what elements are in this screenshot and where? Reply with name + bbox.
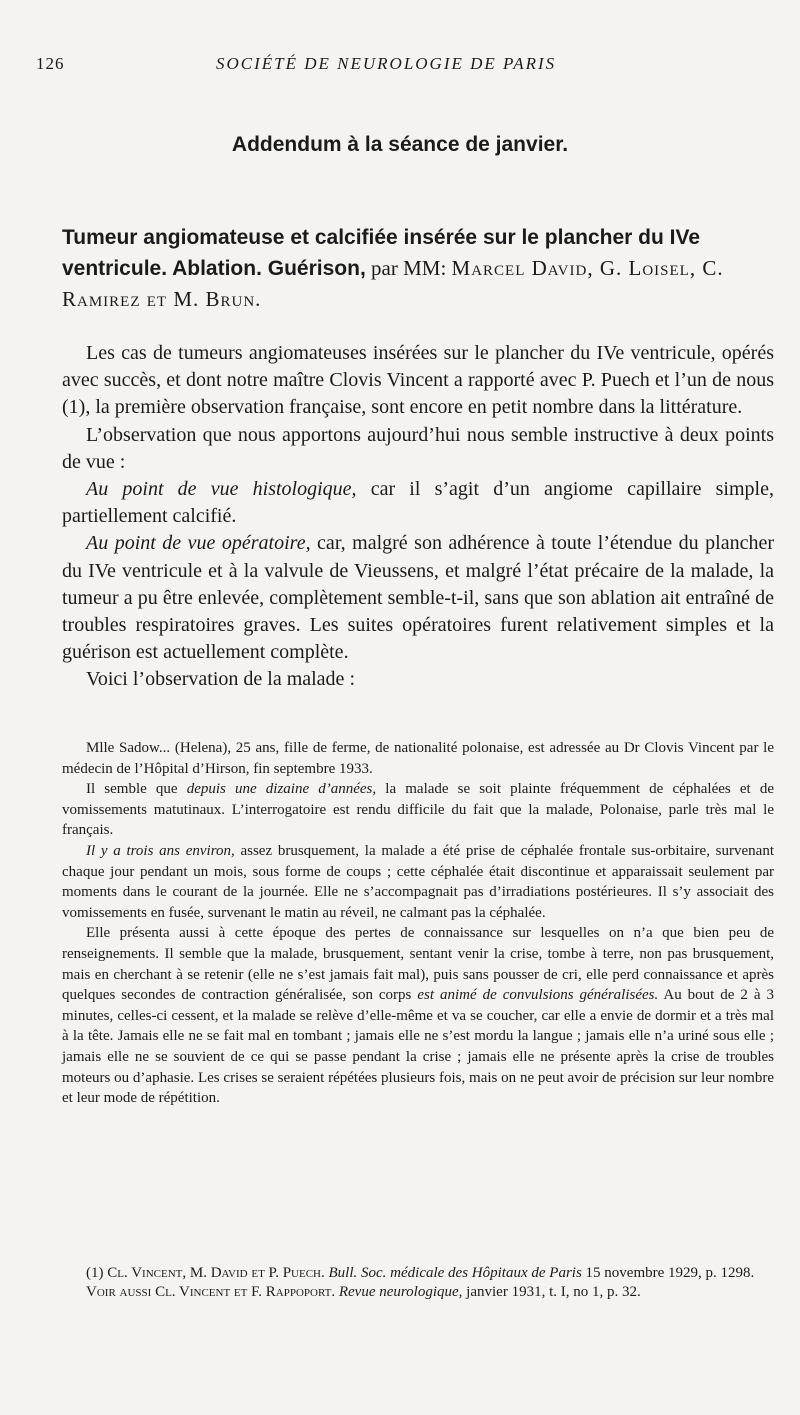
article-title: Tumeur angiomateuse et calcifiée insérée sur le plancher du IVe ventricule. Ablation. Guérison, [62,226,701,280]
journal-title: SOCIÉTÉ DE NEUROLOGIE DE PARIS [216,54,557,73]
footnote-1-authors: (1) Cl. Vincent, M. David et P. Puech. [86,1265,329,1281]
article-body [62,340,774,694]
case-paragraph-2 [62,779,774,841]
case-paragraph-4 [62,923,774,1108]
operative-text: car, malgré son adhérence à toute l’étendue du plancher du IVe ventricule et à la valvule de Vieussens, et malgré l’état précaire de la malade, la tumeur a pu être enlevée, complètement semble-t-il, sans que son ablation ait entraîné de troubles respiratoires graves. Les suites opératoires furent relativement simples et la guérison est actuellement complète. [62,532,774,664]
footnote-1-journal: Bull. Soc. médicale des Hôpitaux de Paris [328,1265,582,1281]
operative-lead: Au point de vue opératoire, [86,532,311,555]
footnote-2-authors: Voir aussi Cl. Vincent et F. Rappoport. [86,1284,339,1300]
case-4-a: Elle présenta aussi à cette époque des pertes de connaissance sur lesquelles on n’a que bien peu de renseignements. Il semble que la malade, brusquement, sentant venir la crise, tombe à terre, non pas brusquement, mais en cherchant à se retenir (elle ne s’est jamais fait mal), puis sans pousser de cri, elle perd connaissance et après quelques secondes de contraction généralisée, son corps [62,925,774,1004]
footnote-1 [62,1264,774,1283]
case-4-italic: est animé de convulsions généralisées. [417,987,659,1004]
case-2-a: Il semble que [86,781,187,798]
case-2-b: la malade se soit plainte fréquemment de céphalées et de vomissements matutinaux. L’interrogatoire est rendu difficile du fait que la malade, Polonaise, parle très mal le français. [62,781,774,839]
case-paragraph-1: Mlle Sadow... (Helena), 25 ans, fille de ferme, de nationalité polonaise, est adressée au Dr Clovis Vincent par le médecin de l’Hôpital d’Hirson, fin septembre 1933. [62,740,774,777]
case-3-italic: Il y a trois ans environ, [86,842,235,859]
footnote-2-date: janvier 1931, t. I, no 1, p. 32. [462,1284,641,1300]
article-heading [62,222,772,315]
case-3-b: assez brusquement, la malade a été prise de céphalée frontale sus-orbitaire, survenant chaque jour pendant un mois, sous forme de coups ; cette céphalée était discontinue et apparaissait seulement par moments dans le courant de la journée. Elle ne s’accompagnait pas d’irradiations postérieures. Il s’y associait des vomissements en fusée, survenant le matin au réveil, ne calmant pas la céphalée. [62,842,774,921]
case-paragraph-3 [62,841,774,923]
footnote-2-journal: Revue neurologique, [338,1284,463,1300]
section-title: Addendum à la séance de janvier. [231,133,569,156]
body-paragraph-3 [62,476,774,530]
body-paragraph-2: L’observation que nous apportons aujourd’hui nous semble instructive à deux points de vue : [62,423,774,473]
footnote-1-date: 15 novembre 1929, p. 1298. [581,1265,755,1281]
histology-lead: Au point de vue histologique, [86,478,357,501]
article-authors: Marcel David, G. Loisel, C. Ramirez et M. Brun. [62,256,724,311]
body-paragraph-5: Voici l’observation de la malade : [86,668,355,691]
article-par: par MM: [371,256,447,280]
histology-text: car il s’agit d’un angiome capillaire simple, partiellement calcifié. [62,478,774,528]
footnotes [62,1264,774,1302]
page-number: 126 [36,54,65,73]
case-4-b: Au bout de 2 à 3 minutes, celles-ci cessent, et la malade se relève d’elle-même et va se coucher, car elle a envie de dormir et a très mal à la tête. Jamais elle ne se fait mal en tombant ; jamais elle ne s’est mordu la langue ; jamais elle n’a uriné sous elle ; jamais elle ne se souvient de ce qui se passe pendant la crise ; jamais elle ne présente après la crise de troubles moteurs ou d’aphasie. Les crises se seraient répétées plusieurs fois, mais on ne peut avoir de précision sur leur nombre et leur mode de répétition. [62,987,774,1107]
body-paragraph-4 [62,530,774,666]
body-paragraph-1: Les cas de tumeurs angiomateuses insérées sur le plancher du IVe ventricule, opérés avec succès, et dont notre maître Clovis Vincent a rapporté avec P. Puech et l’un de nous (1), la première observation française, sont encore en petit nombre dans la littérature. [62,342,774,419]
case-2-italic: depuis une dizaine d’années, [186,781,377,798]
case-report [62,738,774,1109]
footnote-2 [62,1283,774,1302]
